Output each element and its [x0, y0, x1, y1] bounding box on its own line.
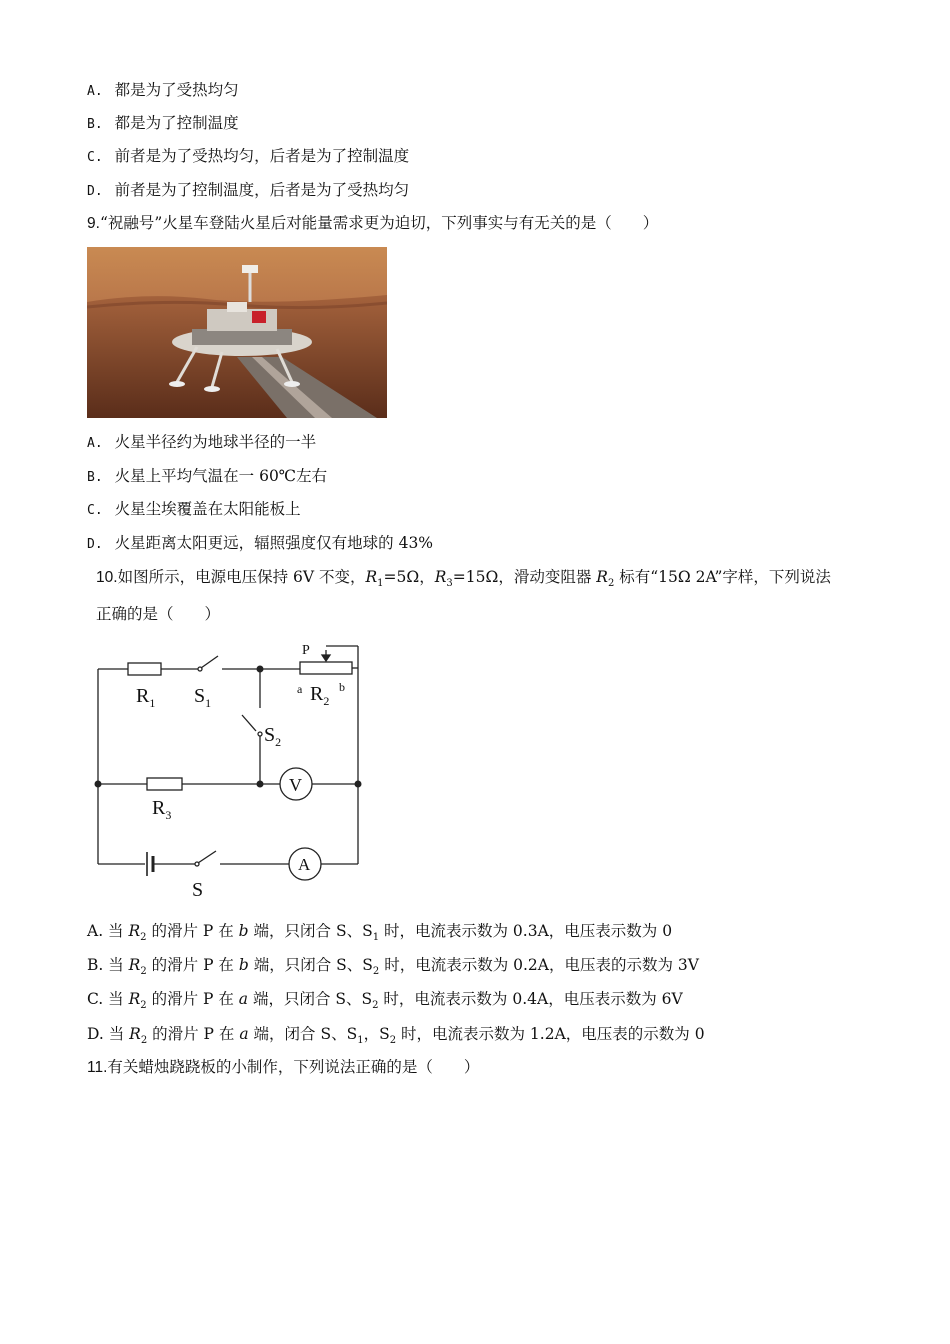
q10-option-a: A. 当 $R_2$ 的滑片 P 在 b 端，只闭合 S、$S_1$ 时，电流表示数为 0.3A，电压表示数为 0	[87, 922, 673, 944]
q9-stem: 9.“祝融号”火星车登陆火星后对能量需求更为迫切，下列事实与有无关的是（ ）	[87, 214, 659, 232]
q10-option-d: D. 当 $R_2$ 的滑片 P 在 a 端，闭合 S、$S_1$，$S_2$ 时，电流表示数为 1.2A，电压表的示数为 0	[87, 1025, 705, 1047]
label-a-end: a	[297, 682, 303, 696]
label-p: P	[302, 643, 310, 658]
resistor-r3	[147, 778, 182, 790]
q8-option-a: A. 都是为了受热均匀	[87, 81, 239, 99]
resistor-r2	[300, 662, 352, 674]
label-r3: $R_3$	[152, 797, 172, 822]
q10-option-b: B. 当 $R_2$ 的滑片 P 在 b 端，只闭合 S、$S_2$ 时，电流表示数为 0.2A，电压表的示数为 3V	[87, 956, 699, 978]
circuit-diagram	[90, 638, 370, 900]
label-b-end: b	[339, 680, 345, 694]
q8-option-b: B. 都是为了控制温度	[87, 114, 239, 132]
q10-option-c: C. 当 $R_2$ 的滑片 P 在 a 端，只闭合 S、$S_2$ 时，电流表示数为 0.4A，电压表示数为 6V	[87, 990, 683, 1012]
label-s1: $S_1$	[194, 685, 212, 710]
q9-option-c: C. 火星尘埃覆盖在太阳能板上	[87, 500, 301, 518]
q9-option-d: D. 火星距离太阳更远，辐照强度仅有地球的 43%	[87, 534, 434, 552]
q8-option-c: C. 前者是为了受热均匀，后者是为了控制温度	[87, 147, 410, 165]
label-ammeter: A	[298, 855, 311, 874]
q11-stem: 11.有关蜡烛跷跷板的小制作，下列说法正确的是（ ）	[87, 1058, 480, 1076]
resistor-r1	[128, 663, 161, 675]
label-s2: $S_2$	[264, 724, 282, 749]
mars-rover-photo	[87, 247, 387, 418]
label-r1: $R_1$	[136, 685, 156, 710]
label-voltmeter: V	[289, 775, 302, 795]
q9-option-b: B. 火星上平均气温在一 60℃左右	[87, 467, 328, 485]
label-s: S	[192, 879, 204, 900]
q10-stem-line1: 10.如图所示，电源电压保持 6V 不变，$R_1=5\Omega$，$R_3=15\Omega$，滑动变阻器 $R_2$ 标有“15Ω 2A”字样，下列说法	[96, 568, 831, 590]
label-r2: $R_2$	[310, 683, 330, 708]
q8-option-d: D. 前者是为了控制温度，后者是为了受热均匀	[87, 181, 410, 199]
q9-option-a: A. 火星半径约为地球半径的一半	[87, 433, 317, 451]
q10-stem-line2: 正确的是（ ）	[96, 605, 221, 623]
